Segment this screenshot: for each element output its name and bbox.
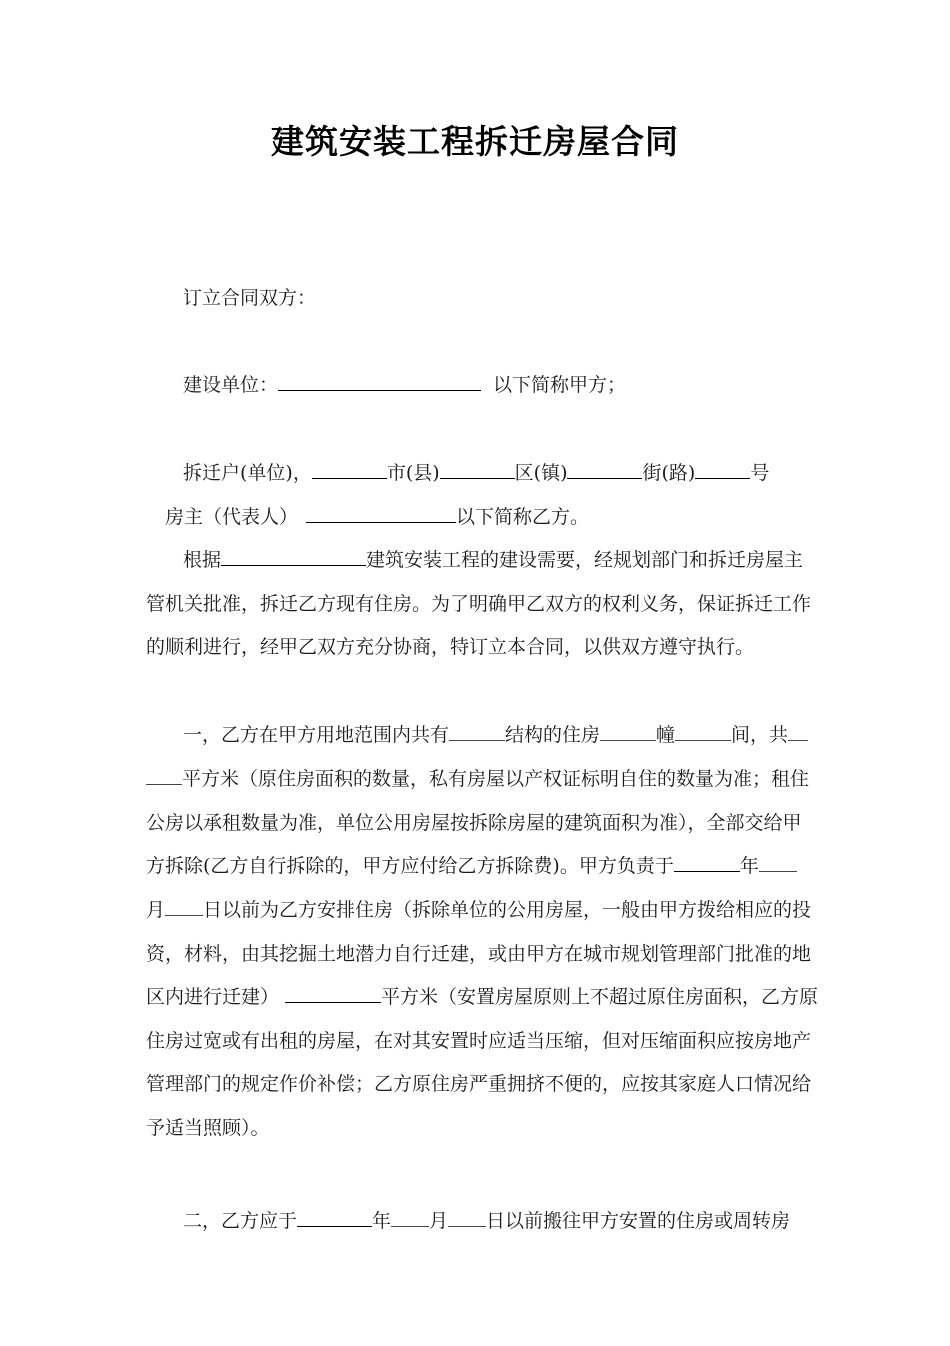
clause1-line-5: [146, 897, 811, 923]
builder-suffix: 以下简称甲方；: [493, 374, 627, 396]
clause1-text: 结构的住房: [505, 724, 601, 746]
clause2-text: 月: [429, 1210, 449, 1232]
street-blank[interactable]: [567, 460, 642, 479]
clause1-text: 年: [739, 855, 759, 877]
owner-name-blank[interactable]: [306, 504, 456, 523]
clause1-text: 平方米（安置房屋原则上不超过原住房面积，乙方原: [381, 986, 819, 1008]
month-blank-a[interactable]: [759, 853, 797, 872]
clause1-line-6: 资，材料，由其挖掘土地潜力自行迁建，或由甲方在城市规划管理部门批准的地: [146, 943, 812, 965]
move-year-blank[interactable]: [297, 1208, 372, 1227]
owner-label: 房主（代表人）: [165, 506, 299, 528]
clause1-line-7: [146, 984, 818, 1010]
preamble-line-3: 的顺利进行，经甲乙双方充分协商，特订立本合同，以供双方遵守执行。: [146, 636, 755, 658]
parties-heading: 订立合同双方：: [183, 287, 317, 309]
structure-type-blank[interactable]: [449, 722, 505, 741]
building-count-blank[interactable]: [600, 722, 656, 741]
relocatee-prefix: 拆迁户(单位)，: [183, 462, 312, 484]
house-number-blank[interactable]: [695, 460, 750, 479]
clause1-line-10: 予适当照顾）。: [146, 1117, 270, 1139]
document-title: 建筑安装工程拆迁房屋合同: [271, 122, 679, 161]
clause2-text: 日以前搬往甲方安置的住房或周转房: [486, 1210, 791, 1232]
clause1-text: 间，共: [731, 724, 789, 746]
move-day-blank[interactable]: [448, 1208, 486, 1227]
city-blank[interactable]: [312, 460, 387, 479]
builder-label: 建设单位：: [183, 374, 279, 396]
preamble-start: 根据: [183, 549, 222, 571]
clause1-line-8: 住房过宽或有出租的房屋，在对其安置时应适当压缩，但对压缩面积应按房地产: [146, 1030, 812, 1052]
clause1-line-9: 管理部门的规定作价补偿；乙方原住房严重拥挤不便的，应按其家庭人口情况给: [146, 1073, 812, 1095]
clause2-text: 年: [372, 1210, 392, 1232]
total-area-blank-a[interactable]: [788, 722, 808, 741]
preamble-line-1-rest: 建筑安装工程的建设需要，经规划部门和拆迁房屋主: [366, 549, 804, 571]
street-label: 街(路): [642, 462, 696, 484]
relocatee-address-line: [183, 460, 769, 486]
city-label: 市(县): [386, 462, 440, 484]
district-label: 区(镇): [514, 462, 568, 484]
clause1-line-3: 公房以承租数量为准，单位公用房屋按拆除房屋的建筑面积为准），全部交给甲: [146, 812, 802, 834]
year-blank[interactable]: [674, 853, 740, 872]
clause2-line-1: [183, 1208, 790, 1234]
clause1-line-2: [146, 766, 809, 792]
owner-line: [165, 504, 589, 530]
project-name-blank[interactable]: [221, 547, 366, 566]
clause1-text: 平方米（原住房面积的数量，私有房屋以产权证标明自住的数量为准；租住: [182, 768, 810, 790]
owner-suffix: 以下简称乙方。: [456, 506, 590, 528]
clause1-text: 月: [146, 899, 166, 921]
preamble-line-2: 管机关批准，拆迁乙方现有住房。为了明确甲乙双方的权利义务，保证拆迁工作: [146, 593, 812, 615]
clause1-text: 方拆除(乙方自行拆除的，甲方应付给乙方拆除费)。甲方负责于: [146, 855, 674, 877]
clause1-text: 日以前为乙方安排住房（拆除单位的公用房屋，一般由甲方拨给相应的投: [203, 899, 812, 921]
clause1-text: 一，乙方在甲方用地范围内共有: [183, 724, 450, 746]
preamble-line-1: [183, 547, 803, 573]
builder-line: [183, 372, 626, 398]
district-blank[interactable]: [440, 460, 515, 479]
clause1-text: 区内进行迁建）: [146, 986, 280, 1008]
total-area-blank-b[interactable]: [146, 766, 182, 785]
resettlement-area-blank[interactable]: [285, 984, 381, 1003]
clause2-text: 二，乙方应于: [183, 1210, 298, 1232]
move-month-blank[interactable]: [391, 1208, 429, 1227]
builder-name-blank[interactable]: [278, 372, 481, 391]
clause1-line-4: [146, 853, 797, 879]
clause1-text: 幢: [656, 724, 676, 746]
room-count-blank[interactable]: [675, 722, 731, 741]
number-label: 号: [750, 462, 770, 484]
clause1-line-1: [183, 722, 808, 748]
day-blank[interactable]: [165, 897, 203, 916]
